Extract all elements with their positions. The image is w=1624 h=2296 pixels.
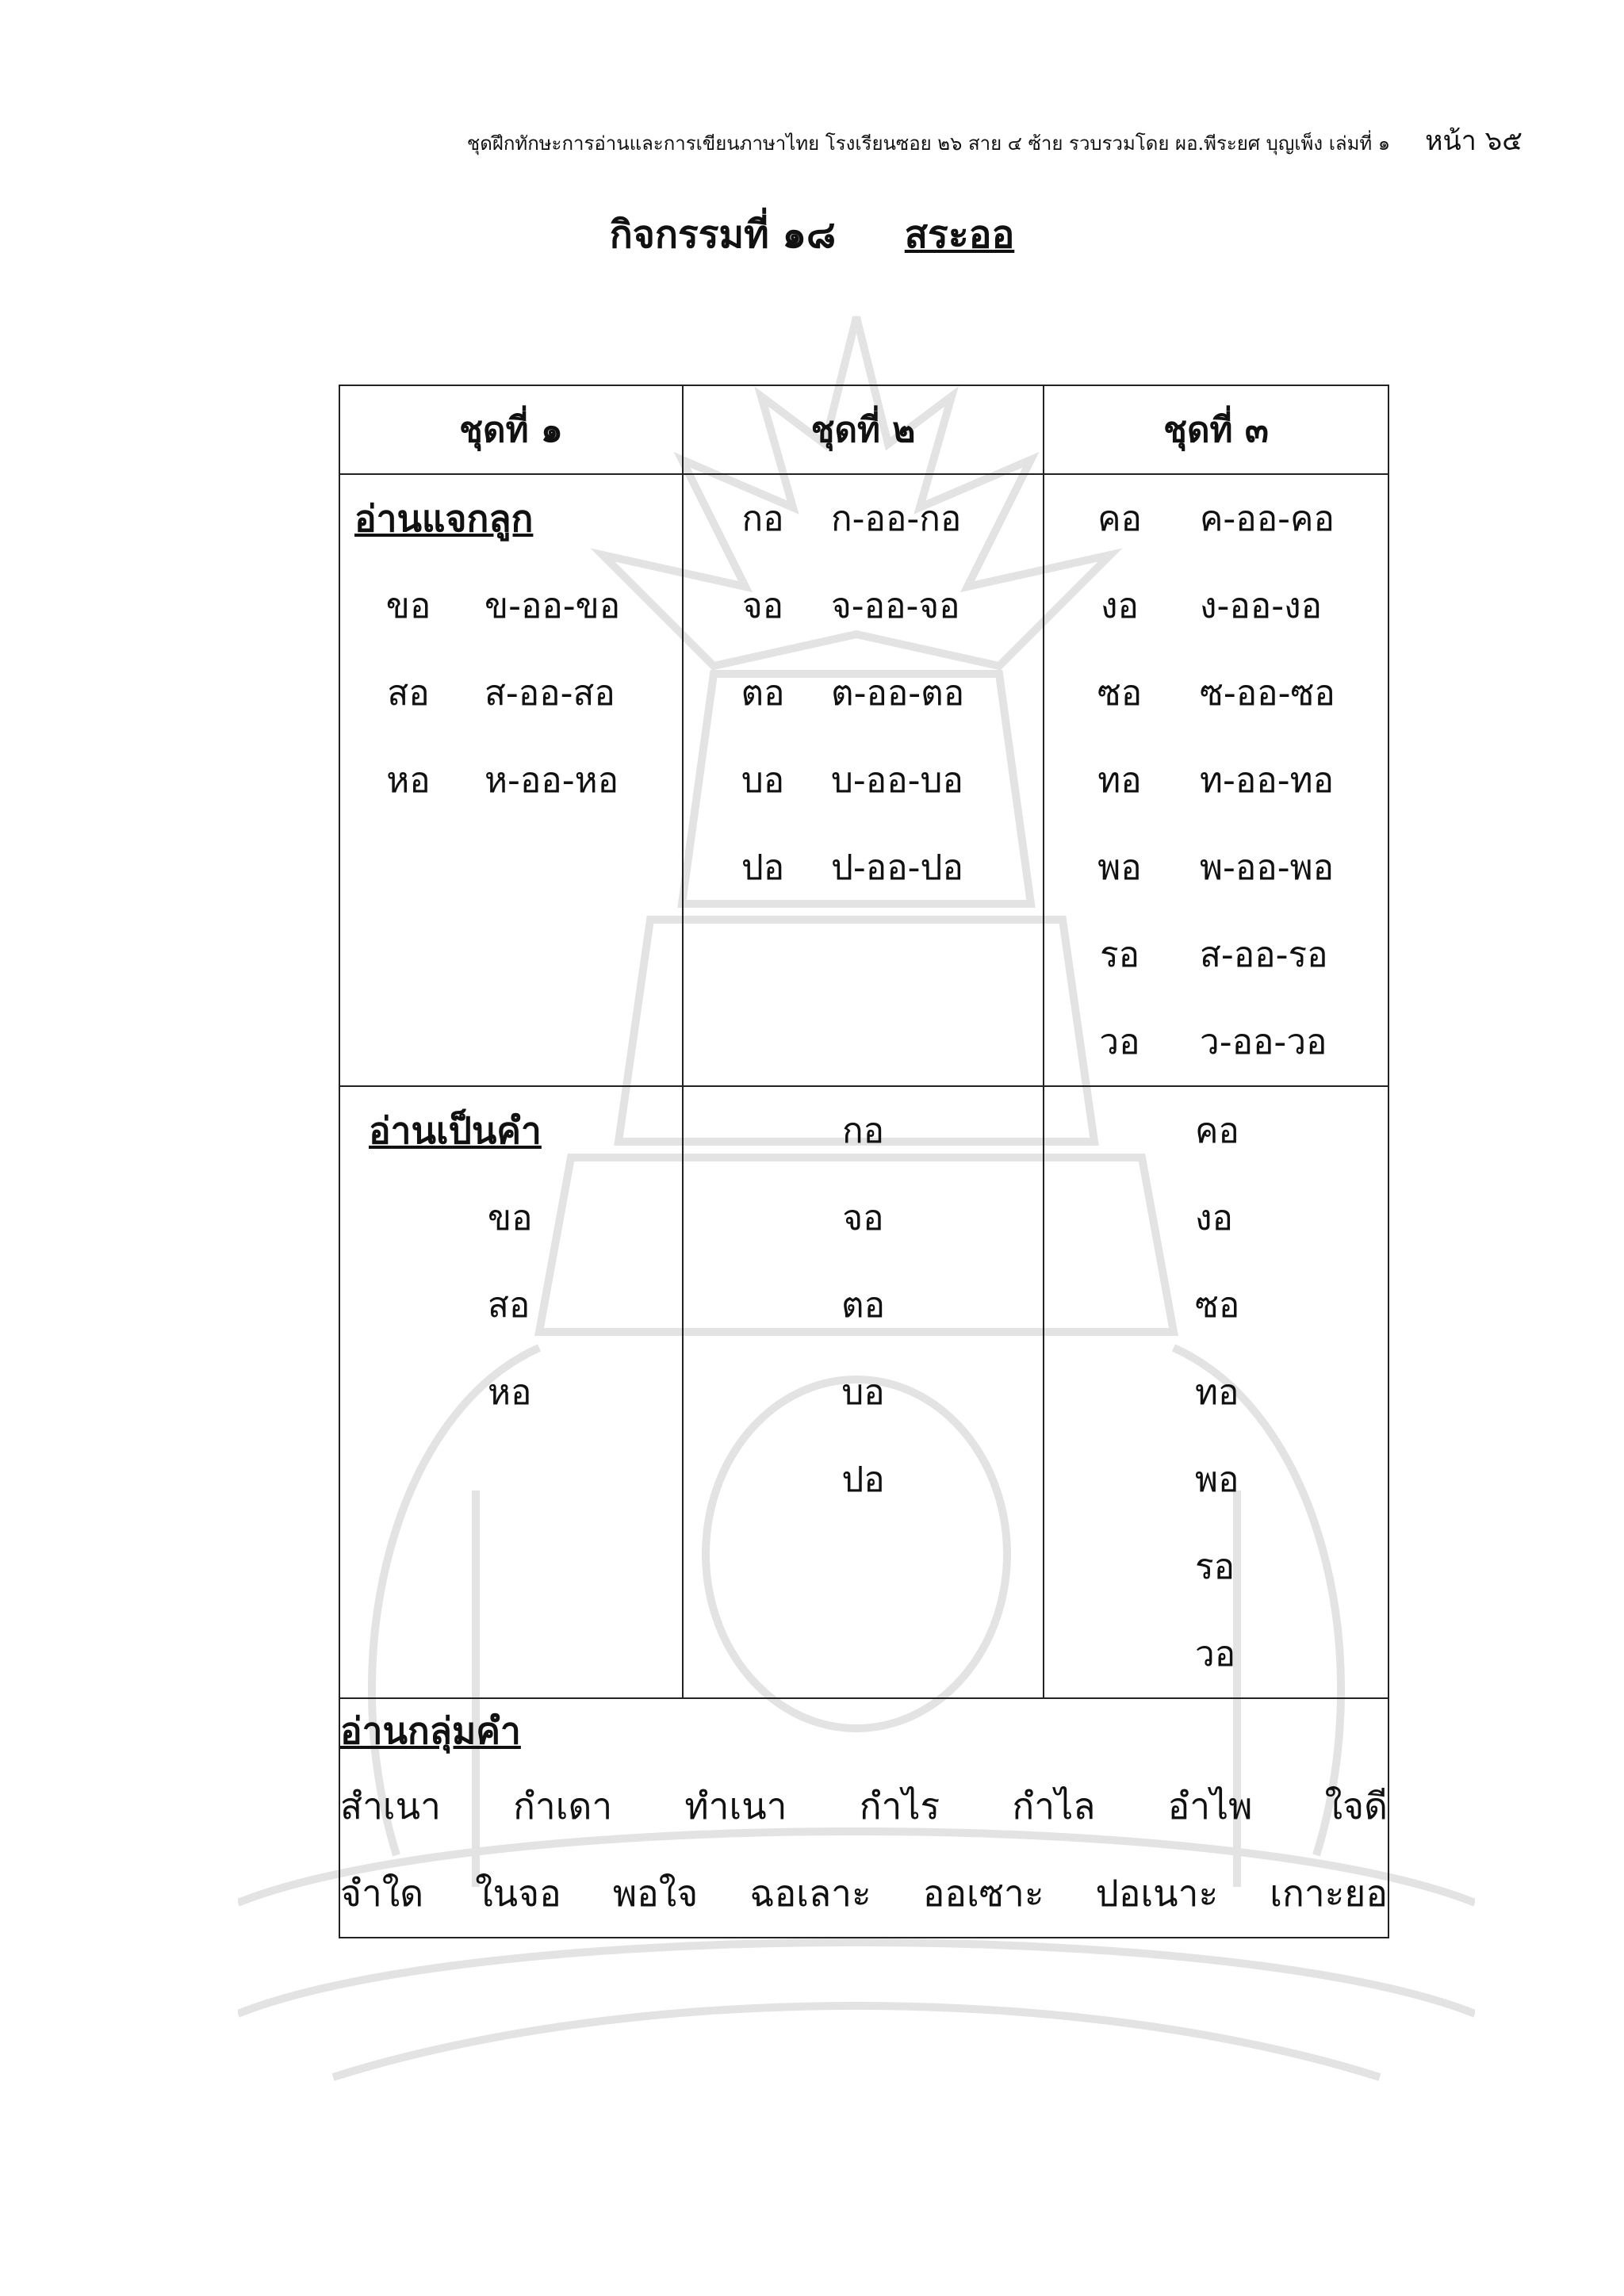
list-item: ทำเนา (684, 1784, 787, 1827)
spelling-set-2 (683, 474, 1044, 1086)
list-item: อำไพ (1167, 1784, 1253, 1827)
table-header-row (339, 385, 1388, 474)
list-item: ซอ ซ-ออ-ซอ (1097, 673, 1335, 714)
list-item: ขอ (488, 1198, 533, 1238)
word-set-2 (683, 1086, 1044, 1698)
list-item: ปอ ป-ออ-ปอ (741, 848, 963, 888)
spelling-set-3 (1044, 474, 1388, 1086)
list-item: รอ ส-ออ-รอ (1099, 935, 1328, 975)
list-item: หอ (488, 1372, 532, 1413)
list-item: กำไร (859, 1784, 940, 1827)
list-item: กำเดา (513, 1784, 613, 1827)
activity-subject: สระออ (904, 212, 1015, 257)
running-header-text: ชุดฝึกทักษะการอ่านและการเขียนภาษาไทย โรงเรียนซอย ๒๖ สาย ๔ ซ้าย รวบรวมโดย ผอ.พีระยศ บุญเพ็ง เล่มที่ ๑ (466, 132, 1391, 155)
list-item: จอ (842, 1198, 884, 1238)
list-item: สำเนา (340, 1784, 441, 1827)
list-item: พอ (1195, 1460, 1239, 1500)
list-item: จอ จ-ออ-จอ (741, 586, 960, 626)
word-group-line-2 (340, 1850, 1388, 1937)
list-item: ตอ ต-ออ-ตอ (741, 673, 965, 714)
list-item: เกาะยอ (1270, 1871, 1388, 1915)
list-item: สอ (488, 1285, 530, 1326)
list-item: กำไล (1012, 1784, 1096, 1827)
list-item: พอ พ-ออ-พอ (1097, 848, 1335, 888)
word-set-1 (339, 1086, 683, 1698)
list-item: ขอ ข-ออ-ขอ (385, 586, 621, 626)
spelling-section-row (339, 474, 1388, 1086)
list-item: วอ (1195, 1634, 1236, 1674)
activity-title: กิจกรรมที่ ๑๘ (609, 212, 837, 257)
list-item: บอ บ-ออ-บอ (741, 760, 963, 801)
list-item: ตอ (841, 1285, 885, 1326)
list-item: คอ (1195, 1111, 1239, 1151)
word-section-row (339, 1086, 1388, 1698)
list-item: ทอ ท-ออ-ทอ (1097, 760, 1335, 801)
page-number: หน้า ๖๕ (1425, 125, 1522, 157)
spelling-set-1 (339, 474, 683, 1086)
list-item: ทอ (1195, 1372, 1239, 1413)
word-set-3 (1044, 1086, 1388, 1698)
list-item: รอ (1195, 1547, 1235, 1587)
group-section-row (339, 1698, 1388, 1938)
list-item: กอ ก-ออ-กอ (741, 499, 962, 539)
list-item: ออเซาะ (922, 1871, 1044, 1915)
page-title (0, 205, 1624, 265)
section-label-spelling: อ่านแจกลูก (354, 496, 534, 540)
list-item: จำใด (340, 1871, 424, 1915)
list-item: บอ (841, 1372, 885, 1413)
list-item: ซอ (1195, 1285, 1240, 1326)
header-set-1: ชุดที่ ๑ (339, 385, 683, 474)
list-item: ใจดี (1324, 1784, 1388, 1827)
list-item: วอ ว-ออ-วอ (1099, 1022, 1327, 1062)
list-item: ในจอ (475, 1871, 561, 1915)
list-item: ฉอเลาะ (749, 1871, 871, 1915)
list-item: ปอ (841, 1460, 885, 1500)
running-header (467, 119, 1522, 162)
list-item: สอ ส-ออ-สอ (387, 673, 615, 714)
word-group-cell (339, 1698, 1388, 1938)
reading-table (339, 385, 1389, 1938)
header-set-3: ชุดที่ ๓ (1044, 385, 1388, 474)
section-label-words: อ่านเป็นคำ (369, 1108, 542, 1152)
list-item: หอ ห-ออ-หอ (386, 760, 619, 801)
list-item: คอ ค-ออ-คอ (1097, 499, 1335, 539)
list-item: งอ (1195, 1198, 1233, 1238)
header-set-2: ชุดที่ ๒ (683, 385, 1044, 474)
word-group-line-1 (340, 1762, 1388, 1850)
list-item: งอ ง-ออ-งอ (1101, 586, 1322, 626)
list-item: พอใจ (612, 1871, 699, 1915)
section-label-groups: อ่านกลุ่มคำ (340, 1709, 521, 1752)
list-item: กอ (841, 1111, 885, 1151)
list-item: ปอเนาะ (1095, 1871, 1219, 1915)
